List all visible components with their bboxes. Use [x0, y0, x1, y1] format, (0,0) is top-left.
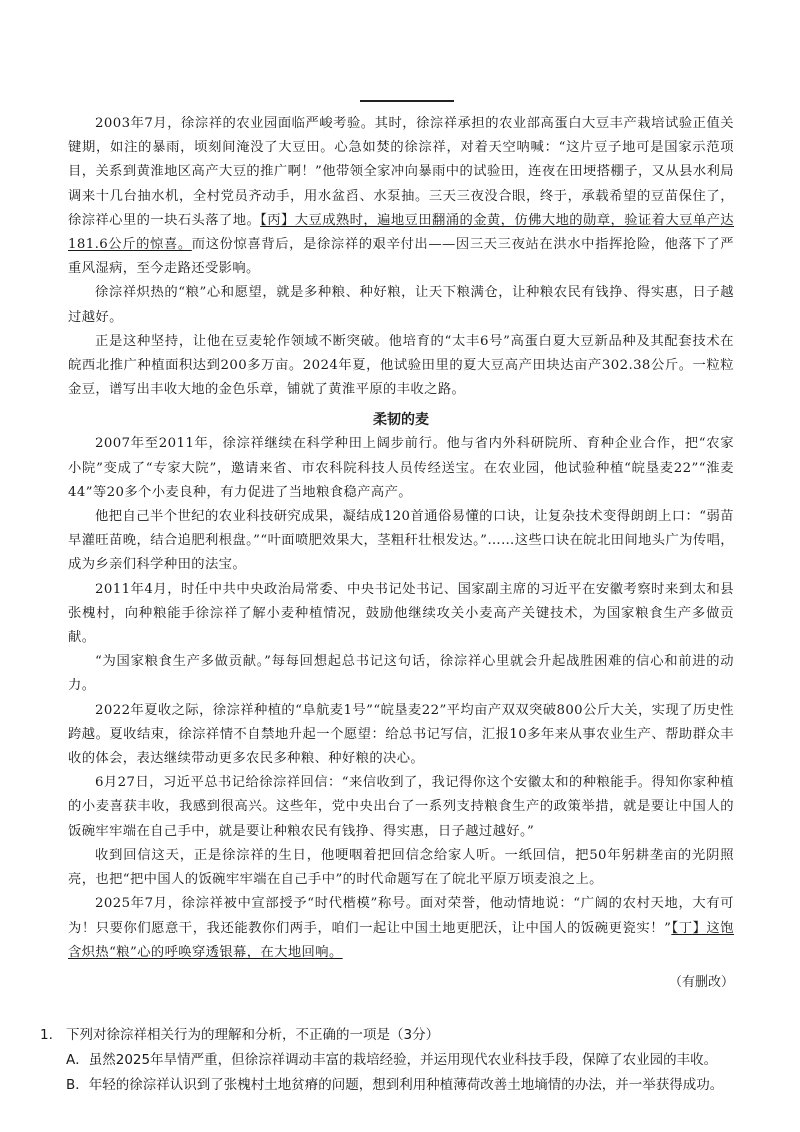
- paragraph-soybean: 正是这种坚持，让他在豆麦轮作领域不断突破。他培育的“太丰6号”高蛋白夏大豆新品种及其配套技术在皖西北推广种植面积达到200多万亩。2024年夏，他试验田里的夏大豆高产田块达亩产302.38公斤。一粒粒金豆，谱写出丰收大地的金色乐章，铺就了黄淮平原的丰收之路。: [68, 333, 734, 398]
- question-stem: [40, 1023, 740, 1048]
- paragraph-wheat-4: “为国家粮食生产多做贡献。”每每回想起总书记这句话，徐淙祥心里就会升起战胜困难的信心和前进的动力。: [68, 654, 734, 694]
- option-b[interactable]: B．年轻的徐淙祥认识到了张槐村土地贫瘠的问题，想到利用种植薄荷改善土地墒情的办法，并一举获得成功。: [66, 1077, 724, 1093]
- paragraph-flood: [68, 112, 734, 281]
- reading-article: [68, 112, 734, 995]
- paragraph-wheat-2: 他把自己半个世纪的农业科技研究成果，凝结成120首通俗易懂的口诀，让复杂技术变得朗朗上口：“弱苗早灌旺苗晚，结合追肥利根盘。”“叶面喷肥效果大，茎粗秆壮根发达。”……这些口诀在皖北田间地头广为传唱，成为乡亲们科学种田的法宝。: [68, 509, 734, 573]
- paragraph-text: 2025年7月，徐淙祥被中宣部授予“时代楷模”称号。面对荣誉，他动情地说：“广阔的农村天地，大有可为！只要你们愿意干，我还能教你们两手，咱们一起让中国土地更肥沃，让中国人的饭碗更瓷实！”: [68, 896, 734, 936]
- question-number: 1.: [40, 1027, 53, 1043]
- section-title: 柔韧的麦: [373, 412, 429, 429]
- underlined-sentence-bing: 【丙】大豆成熟时，遍地豆田翻涌的金黄，仿佛大地的勋章，验证着大豆单产达181.6公斤的惊喜。: [68, 212, 734, 253]
- paragraph-wheat-8: [68, 892, 734, 965]
- paragraph-text: 而这份惊喜背后，是徐淙祥的艰辛付出——因三天三夜站在洪水中指挥抢险，他落下了严重风湿病，至今走路还受影响。: [68, 237, 734, 277]
- question-text: 下列对徐淙祥相关行为的理解和分析，不正确的一项是（3分）: [66, 1027, 440, 1043]
- question-1: [40, 1023, 740, 1098]
- top-divider: [360, 100, 454, 102]
- paragraph-wheat-6: 6月27日，习近平总书记给徐淙祥回信：“来信收到了，我记得你这个安徽太和的种粮能手。得知你家种植的小麦喜获丰收，我感到很高兴。这些年，党中央出台了一系列支持粮食生产的政策举措，就是要让中国人的饭碗牢牢端在自己手中，就是要让种粮农民有钱挣、得实惠，日子越过越好。”: [68, 775, 734, 839]
- paragraph-wheat-5: 2022年夏收之际，徐淙祥种植的“阜航麦1号”“皖垦麦22”平均亩产双双突破800公斤大关，实现了历史性跨越。夏收结束，徐淙祥情不自禁地升起一个愿望：给总书记写信，汇报10多年来从事农业生产、帮助群众丰收的体会，表达继续带动更多农民多种粮、种好粮的决心。: [68, 702, 734, 767]
- option-a[interactable]: A．虽然2025年旱情严重，但徐淙祥调动丰富的栽培经验，并运用现代农业科技手段，保障了农业园的丰收。: [66, 1052, 718, 1068]
- paragraph-text: 2003年7月，徐淙祥的农业园面临严峻考验。其时，徐淙祥承担的农业部高蛋白大豆丰产栽培试验正值关键期，如注的暴雨，顷刻间淹没了大豆田。心急如焚的徐淙祥，对着天空呐喊：“这片豆子地可是国家示范项目，关系到黄淮地区高产大豆的推广啊！”他带领全家冲向暴雨中的试验田，连夜在田埂搭棚子，又从县水利局调来十几台抽水机，全村党员齐动手，用水盆舀、水泵抽。三天三夜没合眼，终于，承载希望的豆苗保住了，徐淙祥心里的一块石头落了地。: [68, 116, 734, 228]
- underlined-sentence-ding: 【丁】这饱含炽热“粮”心的呼唤穿透银幕，在大地回响。: [68, 920, 734, 960]
- paragraph-wheat-1: 2007年至2011年，徐淙祥继续在科学种田上阔步前行。他与省内外科研院所、育种企业合作，把“农家小院”变成了“专家大院”，邀请来省、市农科院科技人员传经送宝。在农业园，他试验种植“皖垦麦22”“淮麦44”等20多个小麦良种，有力促进了当地粮食稳产高产。: [68, 436, 734, 500]
- paragraph-wheat-7: 收到回信这天，正是徐淙祥的生日，他哽咽着把回信念给家人听。一纸回信，把50年躬耕垄亩的光阴照亮，也把“把中国人的饭碗牢牢端在自己手中”的时代命题写在了皖北平原万顷麦浪之上。: [68, 847, 734, 888]
- paragraph-wheat-3: 2011年4月，时任中共中央政治局常委、中央书记处书记、国家副主席的习近平在安徽考察时来到太和县张槐村，向种粮能手徐淙祥了解小麦种植情况，鼓励他继续攻关小麦高产关键技术，为国家粮食生产多做贡献。: [68, 581, 734, 646]
- source-note: （有删改）: [668, 974, 734, 990]
- paragraph-grain-heart: 徐淙祥炽热的“粮”心和愿望，就是多种粮、种好粮，让天下粮满仓，让种粮农民有钱挣、得实惠，日子越过越好。: [68, 285, 734, 325]
